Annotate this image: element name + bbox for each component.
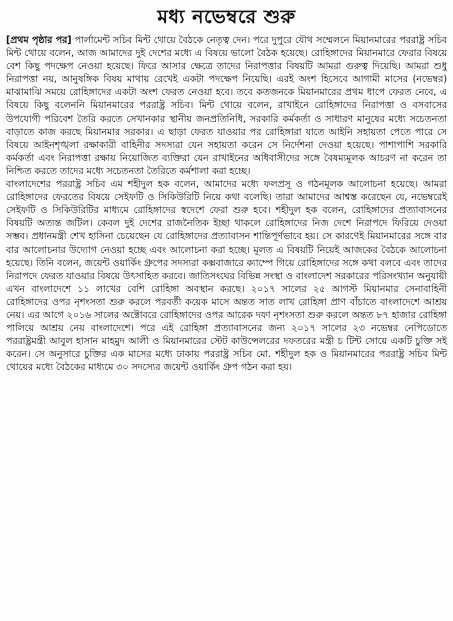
article-paragraph-2: বাংলাদেশের পররাষ্ট্র সচিব এম শহীদুল হক বলেন, আমাদের মধ্যে ফলপ্রসূ ও গঠনমূলক আলোচনা হয়েছে। আমরা রোহিঙ্গাদের ফেরতের বিষয়ে সেইফটি ও সিকিউরিটি নিয়ে কথা বলেছি। তারা আমাদের আশ্বস্ত করেছেন যে, নভেম্বরেই সেইফটি ও সিকিউরিটির মাধ্যমে রোহিঙ্গাদের স্বদেশে ফেরা শুরু হবে। শহীদুল হক বলেন, রোহিঙ্গাদের প্রত্যাবাসনের বিষয়টি অত্যন্ত জটিল। কেবল দুই দেশের রাজনৈতিক ইচ্ছা থাকলে রোহিঙ্গাদের নিজ দেশে নিরাপদে ফিরিয়ে দেওয়া সম্ভব। প্রধানমন্ত্রী শেখ হাসিনা চেয়েছেন যে রোহিঙ্গাদের প্রত্যাবাসন শান্তিপূর্ণভাবে হয়। সে কারণেই মিয়ানমারের সঙ্গে বার বার আলোচনার উদ্যোগ নেওয়া হচ্ছে এবং আলোচনা করা হচ্ছে। মূলত এ বিষয়টি নিয়েই আজকের বৈঠকে আলোচনা হয়েছে। তিনি বলেন, জয়েন্ট ওয়ার্কিং গ্রুপের সদস্যরা কক্সবাজারে ক্যাম্পে গিয়ে রোহিঙ্গাদের সঙ্গে কথা বলবে এবং তাদের নিরাপদে ফেরত যাওয়ার বিষয়ে উৎসাহিত করবে। জাতিসংঘের বিভিন্ন সংস্থা ও বাংলাদেশ সরকারের পরিসংখ্যান অনুযায়ী এখন বাংলাদেশে ১১ লাখের বেশি রোহিঙ্গা অবস্থান করছে। ২০১৭ সালের ২৫ আগস্ট মিয়ানমার সেনাবাহিনী রোহিঙ্গাদের ওপর নৃশংসতা শুরু করলে পরবর্তী কয়েক মাসে অন্তত সাত লাখ রোহিঙ্গা প্রাণ বাঁচাতে বাংলাদেশে আশ্রয় নেয়। এর আগে ২০১৬ সালের অক্টোবরে রোহিঙ্গাদের ওপর আরেক দফা নৃশংসতা শুরু করলে অন্তত ৮৭ হাজার রোহিঙ্গা পালিয়ে আশ্রয় নেয় বাংলাদেশে। পরে এই রোহিঙ্গা প্রত্যাবাসনের জন্য ২০১৭ সালের ২৩ নভেম্বর নেপিডোতে পররাষ্ট্রমন্ত্রী আবুল হাসান মাহমুদ আলী ও মিয়ানমারের স্টেট কাউন্সেলরের দফতরের মন্ত্রী চ টিন্ট সোয়ে একটি চুক্তি সই করেন। সে অনুসারে চুক্তির এক মাসের মধ্যে ঢাকায় পররাষ্ট্র সচিব মো. শহীদুল হক ও মিয়ানমারের পররাষ্ট্র সচিব মিন্ট থোয়ের মধ্যে বৈঠকের মাধ্যমে ৩০ সদস্যের জয়েন্ট ওয়ার্কিং গ্রুপ গঠন করা হয়। [6, 179, 447, 374]
article-paragraph-1 [6, 34, 447, 178]
article-headline: মধ্য নভেম্বরে শুরু [157, 6, 296, 28]
continued-from-front-page-label: [প্রথম পৃষ্ঠার পর] [6, 35, 72, 46]
paragraph-1-text: পার্লামেন্ট সচিব মিন্ট থোয়ে বৈঠকে নেতৃত্ব দেন। পরে দুপুরে যৌথ সম্মেলনে মিয়ানমারের পররাষ্ট্র সচিব মিন্ট থোয়ে বলেন, আজ আমাদের দুই দেশের মধ্যে এ বিষয়ে ভালো বৈঠক হয়েছে। রোহিঙ্গাদের মিয়ানমারে ফেরার বিষয়ে বেশ কিছু পদক্ষেপ নেওয়া হয়েছে। ফিরে আসার ক্ষেত্রে তাদের নিরাপত্তার বিষয়টি আমরা গুরুত্ব দিয়েছি। আমরা শুধু নিরাপত্তা নয়, আনুষঙ্গিক বিষয় মাথায় রেখেই একটা পদক্ষেপ নিয়েছি। এরই অংশ হিসেবে আগামী মাসের (নভেম্বর) মাঝামাঝি সময়ে রোহিঙ্গাদের একটা অংশ ফেরত নেওয়া হবে। তবে কতজনকে মিয়ানমারের প্রথম ধাপে ফেরত নেবে, এ বিষয়ে কিছু বলেননি মিয়ানমারের পররাষ্ট্র সচিব। মিন্ট থোয়ে বলেন, রাখাইনে রোহিঙ্গাদের নিরাপত্তা ও বসবাসের উপযোগী পরিবেশ তৈরি করতে সেখানকার স্থানীয় জনপ্রতিনিধি, সরকারি কর্মকর্তা ও সাধারণ মানুষের মধ্যে সচেতনতা বাড়াতে কাজ করছে মিয়ানমার সরকার। এ ছাড়া ফেরত যাওয়ার পর রোহিঙ্গারা যাতে আইনি সহায়তা পেতে পারে সে বিষয়ে আইনশৃঙ্খলা রক্ষাকারী বাহিনীর সদস্যরা যেন সহায়তা করেন সে নির্দেশনা দেওয়া হয়েছে। পাশাপাশি সরকারি কর্মকর্তা এবং নিরাপত্তা রক্ষায় নিয়োজিত ব্যক্তিরা যেন রাখাইনের অধিবাসীদের সঙ্গে বৈষম্যমূলক আচরণ না করেন তা নিশ্চিত করতে তাদের মধ্যে সচেতনতা তৈরিতে কর্মশালা করা হচ্ছে। [6, 35, 447, 177]
article-body [6, 34, 447, 374]
